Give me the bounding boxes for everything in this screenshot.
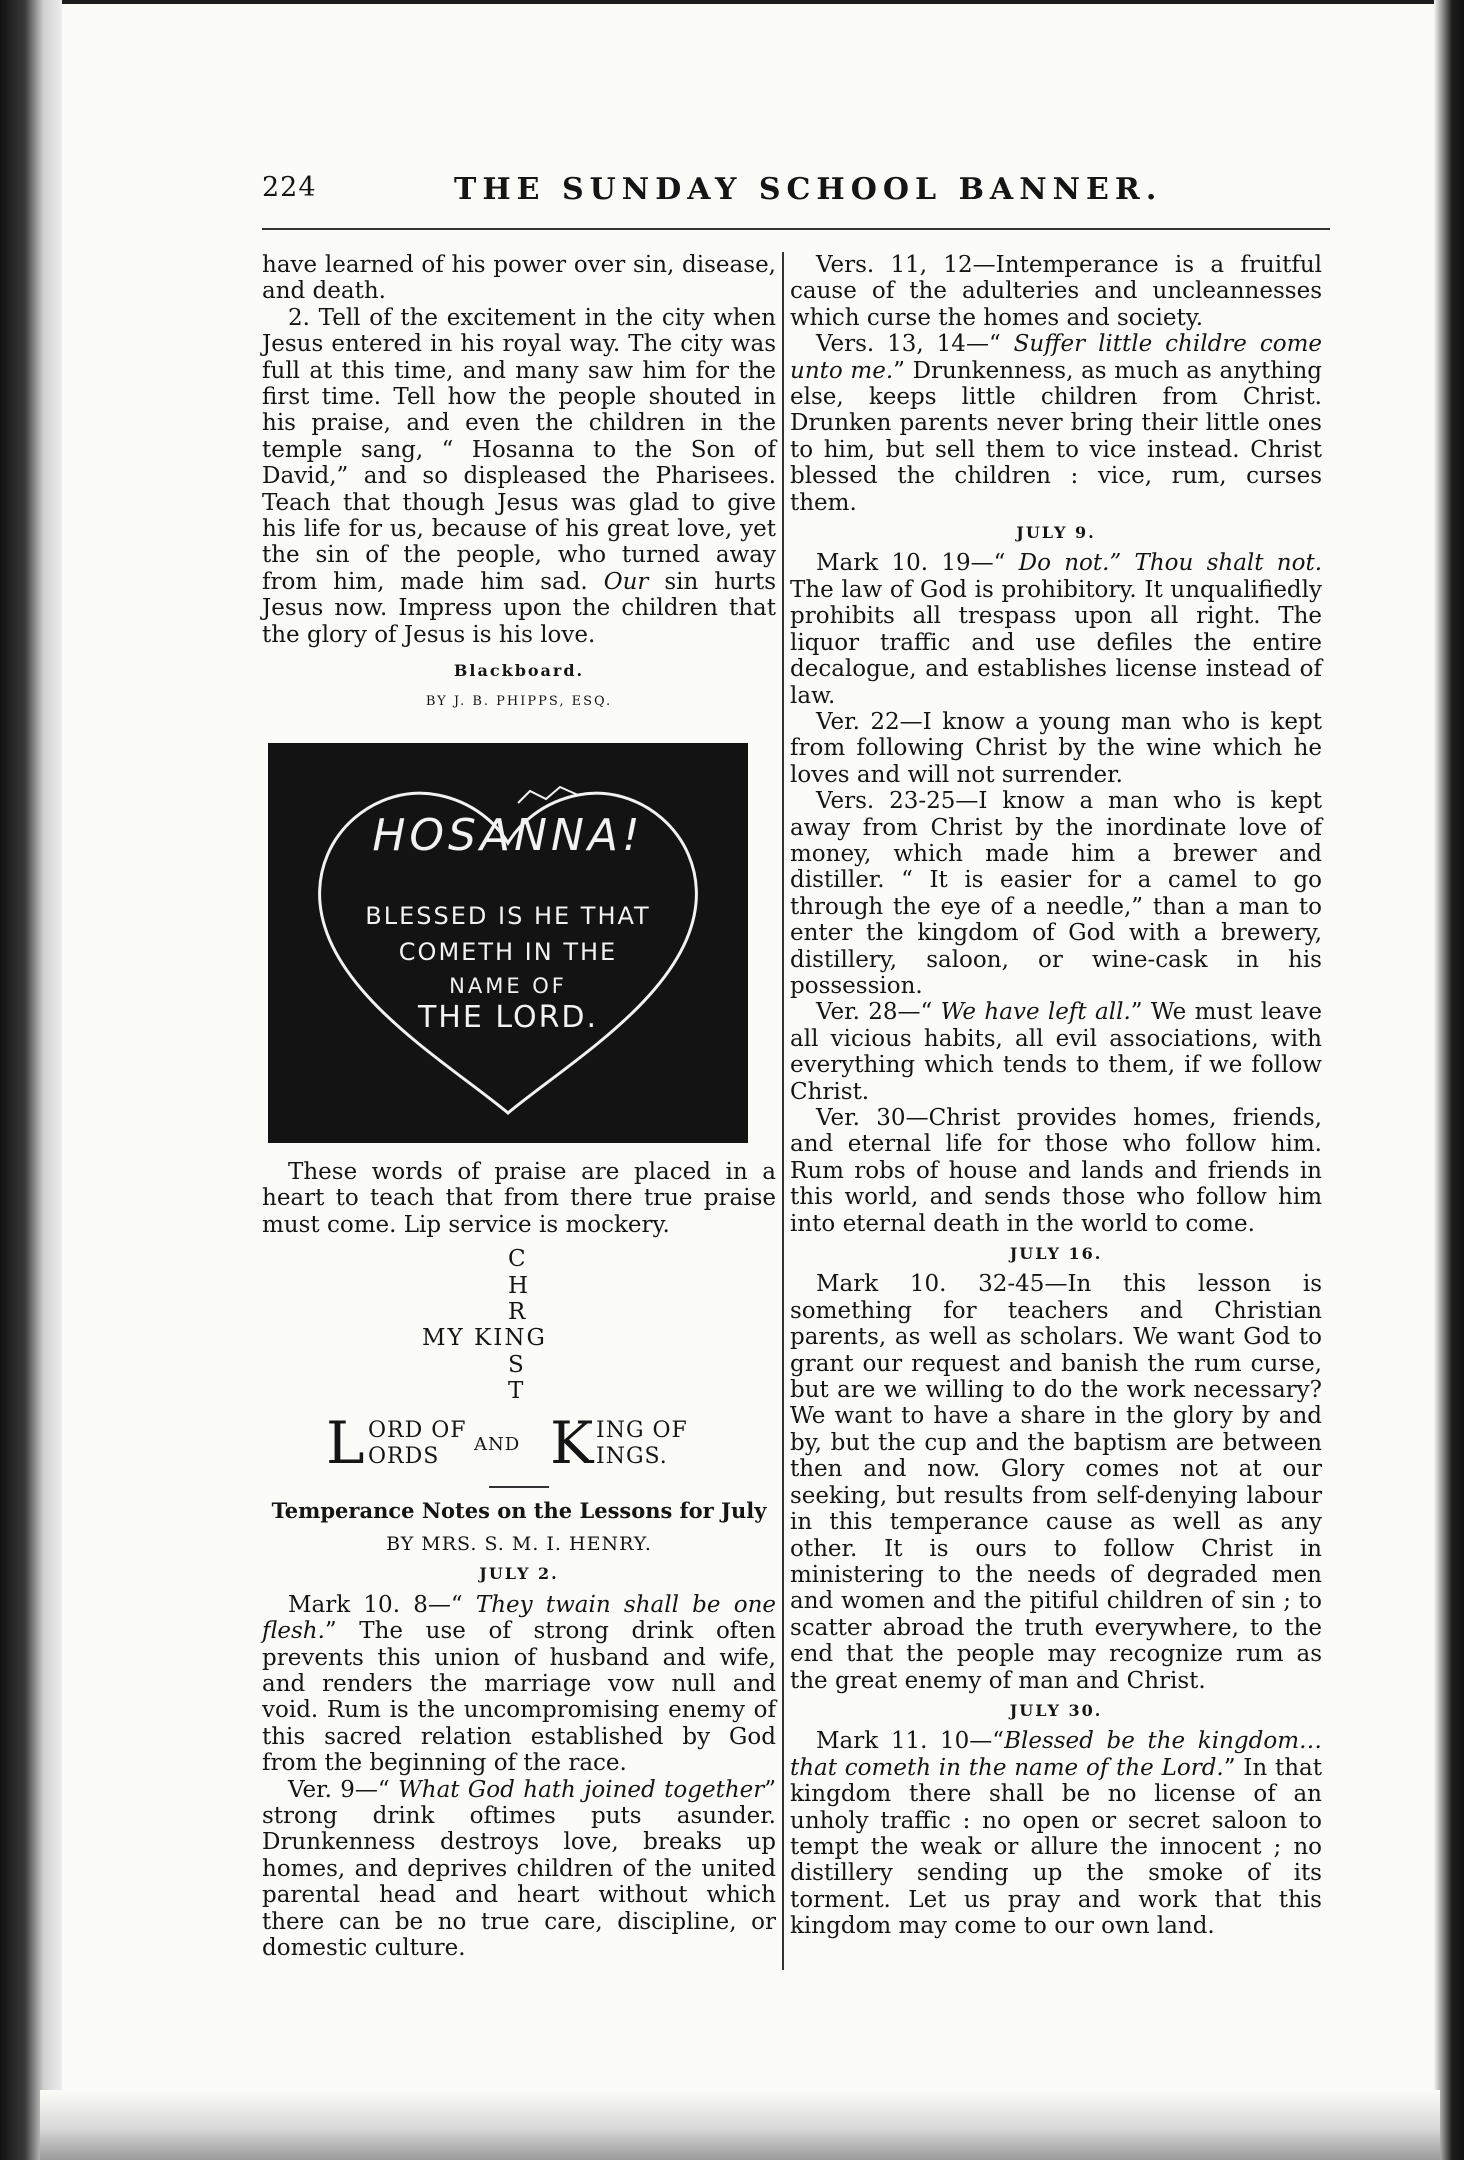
paragraph: Vers. 23-25—I know a man who is kept away from Christ by the inordinate love of money, which made him a brewer and distiller. “ It is easier for a camel to go through the eye of a needle,” than a man to enter the kingdom of God with a brewery, distillery, saloon, or wine-cask in his possession.: [790, 788, 1322, 999]
italic-emphasis: Blessed be the kingdom… that cometh in the name of the Lord.: [790, 1728, 1322, 1781]
paragraph: have learned of his power over sin, disease, and death.: [262, 252, 776, 305]
left-column: [262, 252, 776, 1961]
motto-and: AND: [474, 1434, 521, 1456]
paragraph: Vers. 11, 12—Intemperance is a fruitful cause of the adulteries and uncleannesses which curse the homes and society.: [790, 252, 1322, 331]
blackboard-byline: BY J. B. PHIPPS, ESQ.: [425, 693, 613, 709]
right-column: [790, 252, 1322, 1940]
page-bottom-edge: [40, 2090, 1440, 2160]
paragraph: 2. Tell of the excitement in the city when Jesus entered in his royal way. The city was full at this time, and many saw him for the first time. Tell how the people shouted in his praise, and even the children in the temple sang, “ Hosanna to the Son of David,” and so displeased the Pharisees. Teach that though Jesus was glad to give his life for us, because of his great love, yet the sin of the people, who turned away from him, made him sad. Our sin hurts Jesus now. Impress upon the children that the glory of Jesus is his love.: [262, 304, 776, 648]
italic-emphasis: Suffer little childre come unto me.: [790, 331, 1322, 384]
italic-emphasis: Our: [603, 568, 649, 595]
italic-emphasis: We have left all.: [940, 999, 1131, 1026]
acrostic-letter: C: [508, 1246, 526, 1273]
acrostic-my-king: MY KING: [422, 1325, 547, 1352]
running-head: THE SUNDAY SCHOOL BANNER.: [454, 172, 1163, 207]
paragraph: Mark 11. 10—“Blessed be the kingdom… that cometh in the name of the Lord.” In that kingdom there shall be no license of an unholy traffic : no open or secret saloon to tempt the weak or allure the innocent ; no distillery sending up the smoke of its torment. Let us pray and work that this kingdom may come to our own land.: [790, 1728, 1322, 1940]
motto-text: ING OF: [596, 1418, 688, 1444]
blackboard-caption: These words of praise are placed in a heart to teach that from there true praise must come. Lip service is mockery.: [262, 1158, 776, 1238]
blackboard-line: BLESSED IS HE THAT: [365, 901, 651, 930]
paragraph: Ver. 30—Christ provides homes, friends, and eternal life for those who follow him. Rum robs of house and lands and friends in this world, and sends those who follow him into eternal death in the world to come.: [790, 1105, 1322, 1237]
blackboard-heading: Blackboard.: [453, 661, 585, 681]
acrostic-letter: S: [508, 1351, 524, 1378]
paragraph: Mark 10. 8—“ They twain shall be one flesh.” The use of strong drink often prevents this union of husband and wife, and renders the marriage vow null and void. Rum is the uncompromising enemy of this sacred relation established by God from the beginning of the race.: [262, 1591, 776, 1777]
motto-text: INGS.: [596, 1444, 668, 1470]
column-divider: [782, 252, 784, 1970]
blackboard-line: THE LORD.: [417, 999, 599, 1035]
blackboard-hosanna: HOSANNA!: [372, 809, 644, 861]
acrostic-letter: T: [508, 1378, 524, 1405]
paragraph: Ver. 28—“ We have left all.” We must leave all vicious habits, all evil associations, with everything which tends to them, if we follow Christ.: [790, 999, 1322, 1105]
lord-of-lords-motto: [262, 1409, 776, 1480]
blackboard-illustration: [268, 743, 748, 1143]
date-heading: JULY 2.: [479, 1564, 559, 1584]
blackboard-line: COMETH IN THE: [398, 937, 618, 966]
italic-emphasis: They twain shall be one flesh.: [262, 1591, 776, 1645]
header-rule: [262, 228, 1330, 230]
blackboard-line: NAME OF: [449, 973, 567, 998]
motto-text: ORDS: [368, 1444, 440, 1470]
italic-emphasis: What God hath joined together: [398, 1776, 765, 1803]
book-spine-edge: [0, 0, 62, 2160]
date-heading: JULY 16.: [1009, 1244, 1103, 1264]
motto-initial: L: [326, 1409, 366, 1478]
paragraph: Mark 10. 19—“ Do not.” Thou shalt not. The law of God is prohibitory. It unqualifiedly prohibits all trespass upon all right. The liquor traffic and use defiles the entire decalogue, and establishes license instead of law.: [790, 550, 1322, 709]
section-divider: [489, 1486, 549, 1488]
date-heading: JULY 30.: [1009, 1700, 1103, 1720]
italic-emphasis: Do not.” Thou shalt not.: [1018, 550, 1322, 577]
paragraph: Ver. 22—I know a young man who is kept from following Christ by the wine which he loves and will not surrender.: [790, 708, 1322, 788]
paragraph: Ver. 9—“ What God hath joined together” strong drink oftimes puts asunder. Drunkenness destroys love, breaks up homes, and deprives children of the united parental head and heart without which there can be no true care, discipline, or domestic culture.: [262, 1776, 777, 1961]
section-title: Temperance Notes on the Lessons for July: [271, 1498, 767, 1524]
page-number: 224: [262, 172, 317, 203]
paragraph: Mark 10. 32-45—In this lesson is something for teachers and Christian parents, as well as scholars. We want God to grant our request and banish the rum curse, but are we willing to do the work necessary? We want to have a share in the glory by and by, but the cup and the baptism are between then and now. Glory comes not at our seeking, but results from self-denying labour in this temperance cause as well as any other. It is ours to follow Christ in ministering to the needs of degraded men and women and the pitiful children of sin ; to scatter abroad the truth everywhere, to the end that the people may recognize rum as the great enemy of man and Christ.: [790, 1271, 1322, 1694]
christ-acrostic: [262, 1246, 776, 1404]
motto-text: ORD OF: [368, 1418, 467, 1444]
paragraph: Vers. 13, 14—“ Suffer little childre come unto me.” Drunkenness, as much as anything else, keeps little children from Christ. Drunken parents never bring their little ones to him, but sell them to vice instead. Christ blessed the children : vice, rum, curses them.: [790, 331, 1322, 516]
acrostic-letter: H: [508, 1272, 529, 1299]
motto-initial: K: [550, 1409, 595, 1478]
section-author: BY MRS. S. M. I. HENRY.: [386, 1532, 652, 1555]
date-heading: JULY 9.: [1016, 523, 1096, 543]
acrostic-letter: R: [508, 1298, 526, 1325]
page-header: [262, 172, 1272, 218]
page-right-edge: [1434, 0, 1464, 2160]
